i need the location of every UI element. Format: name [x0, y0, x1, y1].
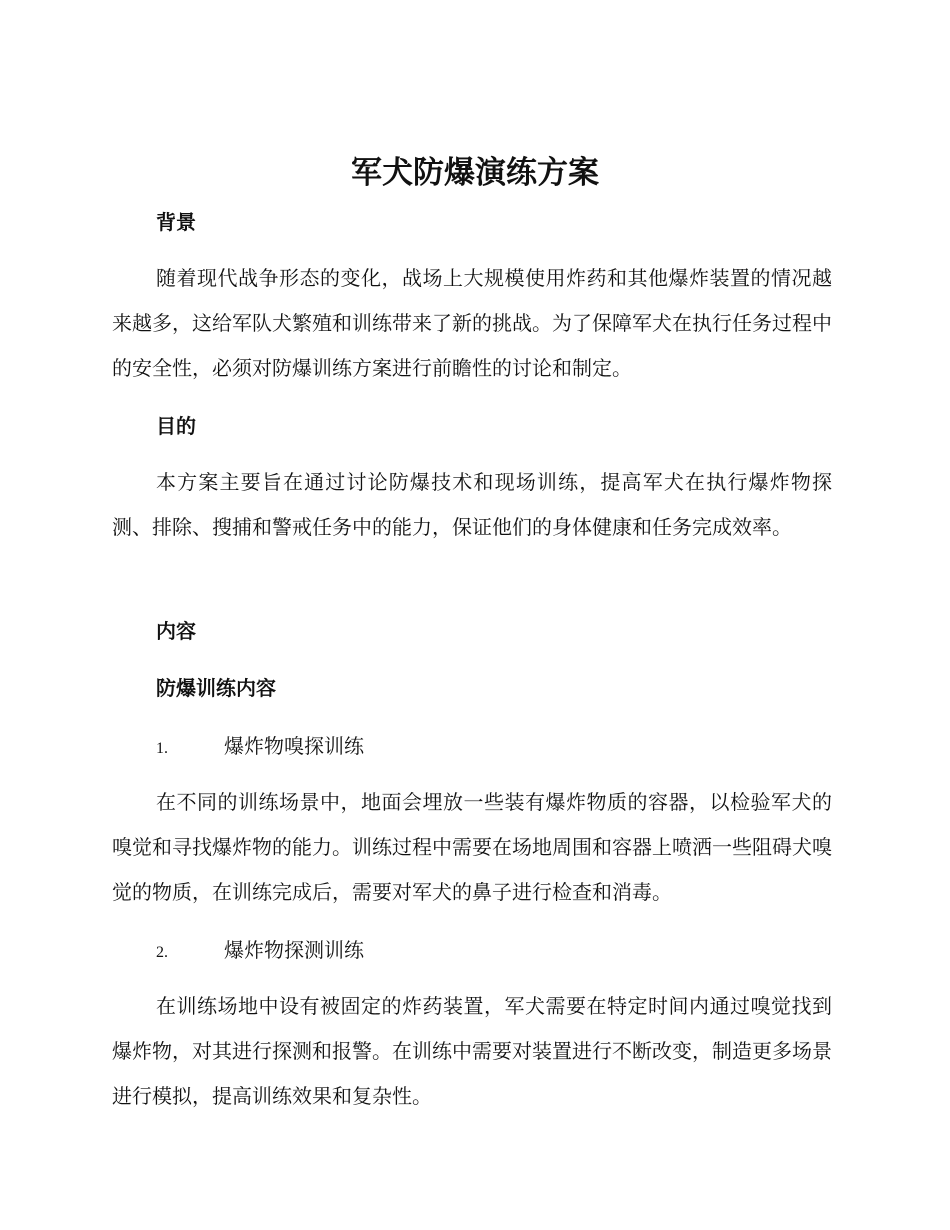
- list-number: 1.: [156, 740, 168, 757]
- paragraph-background: 随着现代战争形态的变化，战场上大规模使用炸药和其他爆炸装置的情况越来越多，这给军队犬繁殖和训练带来了新的挑战。为了保障军犬在执行任务过程中的安全性，必须对防爆训练方案进行前瞻性的讨论和制定。: [112, 266, 832, 380]
- list-item-2: [156, 935, 364, 968]
- list-item-1: [156, 731, 364, 764]
- subheading-training-content: 防爆训练内容: [156, 676, 276, 700]
- document-title: 军犬防爆演练方案: [351, 155, 599, 191]
- paragraph-item-2: 在训练场地中设有被固定的炸药装置，军犬需要在特定时间内通过嗅觉找到爆炸物，对其进行探测和报警。在训练中需要对装置进行不断改变，制造更多场景进行模拟，提高训练效果和复杂性。: [112, 994, 832, 1108]
- heading-content: 内容: [156, 619, 196, 643]
- list-number: 2.: [156, 944, 168, 961]
- list-item-title: 爆炸物嗅探训练: [224, 734, 364, 758]
- heading-purpose: 目的: [156, 414, 196, 438]
- paragraph-item-1: 在不同的训练场景中，地面会埋放一些装有爆炸物质的容器，以检验军犬的嗅觉和寻找爆炸物的能力。训练过程中需要在场地周围和容器上喷洒一些阻碍犬嗅觉的物质，在训练完成后，需要对军犬的鼻子进行检查和消毒。: [112, 790, 832, 904]
- list-item-title: 爆炸物探测训练: [224, 938, 364, 962]
- paragraph-purpose: 本方案主要旨在通过讨论防爆技术和现场训练，提高军犬在执行爆炸物探测、排除、搜捕和警戒任务中的能力，保证他们的身体健康和任务完成效率。: [112, 470, 832, 539]
- heading-background: 背景: [156, 210, 196, 234]
